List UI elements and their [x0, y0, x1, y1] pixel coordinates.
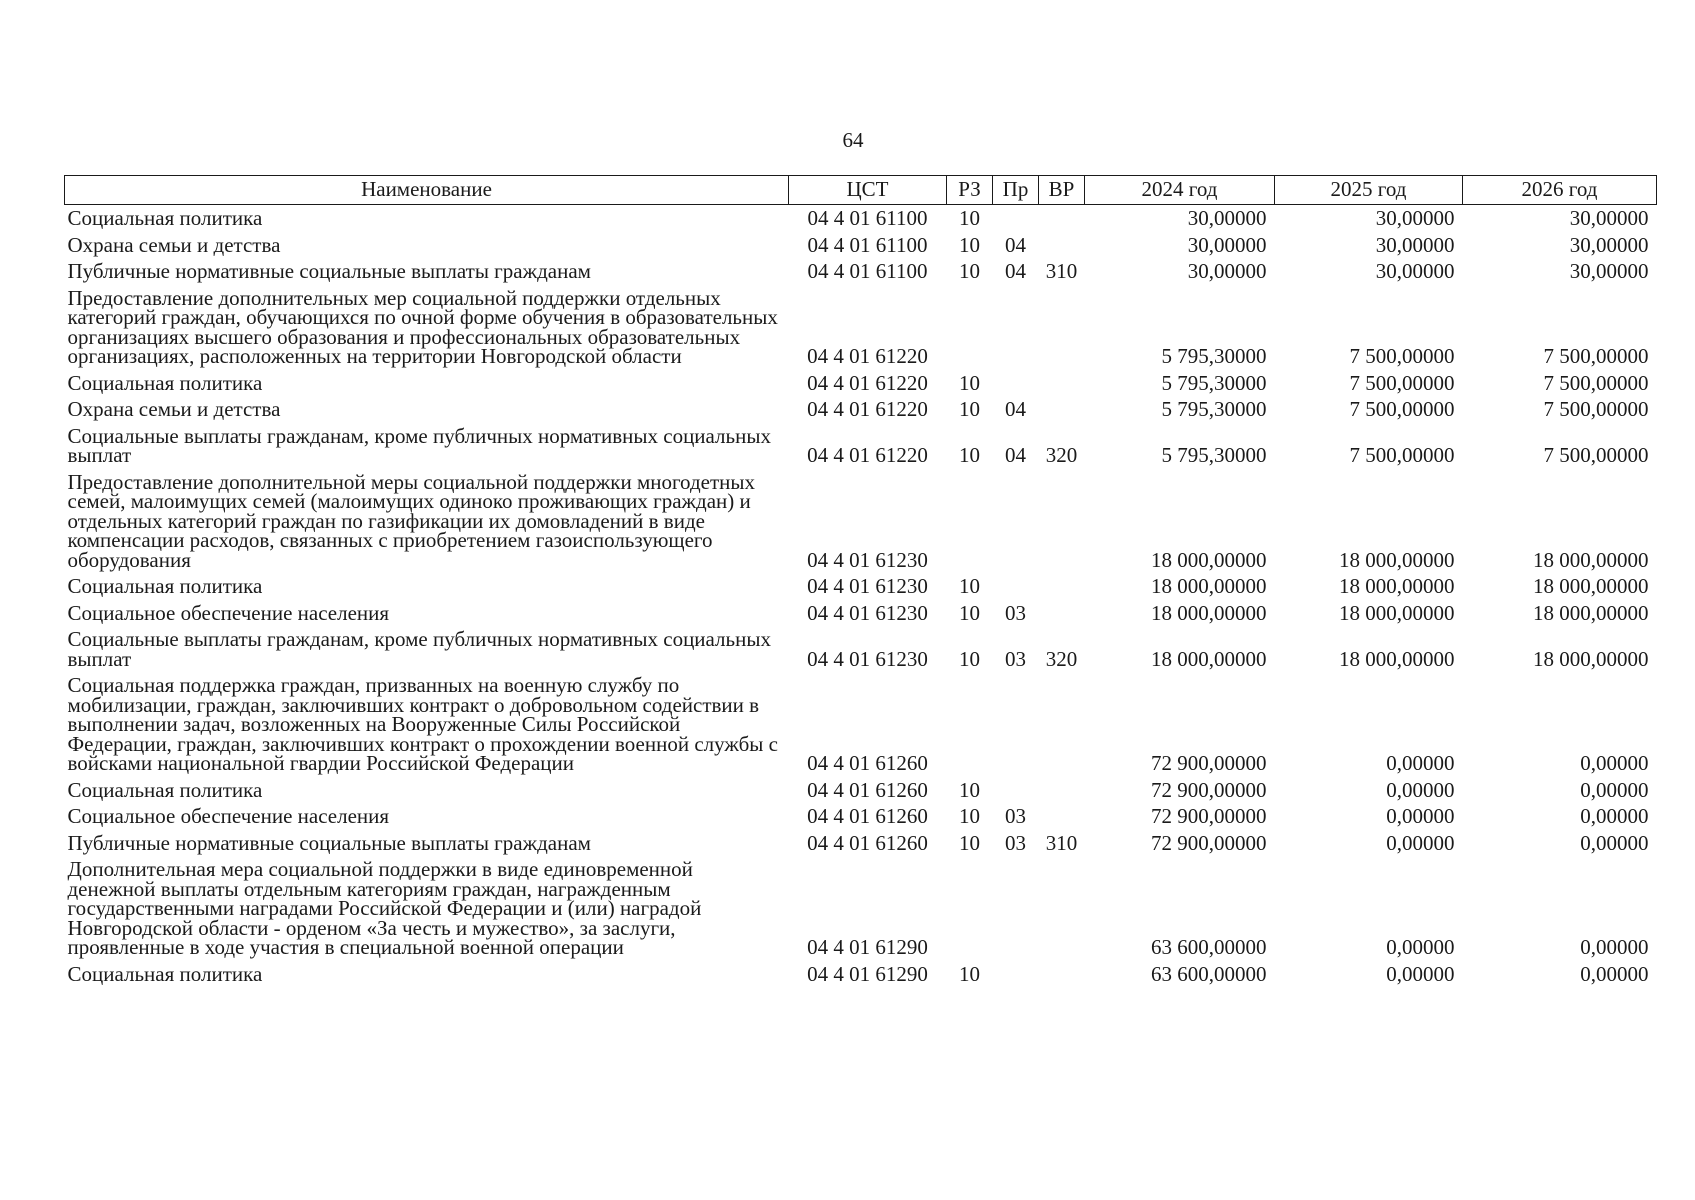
header-rz: РЗ — [947, 176, 993, 205]
cell-2026: 0,00000 — [1580, 777, 1649, 802]
table-row — [65, 600, 1657, 627]
cell-rz: 10 — [959, 397, 980, 421]
cell-pr: 04 — [1005, 232, 1026, 257]
cell-vr — [1039, 396, 1085, 423]
cell-cst: 04 4 01 61260 — [807, 830, 928, 855]
cell-pr — [993, 672, 1039, 777]
cell-2026: 18 000,00000 — [1533, 574, 1649, 598]
cell-rz: 10 — [959, 259, 980, 283]
cell-2024: 72 900,00000 — [1151, 777, 1267, 802]
cell-2025: 7 500,00000 — [1349, 397, 1455, 421]
cell-name: Дополнительная мера социальной поддержки в виде единовременной денежной выплаты отдельным категориям граждан, награжденным государственными наградами Российской Федерации и (или) наградой Новгородской области - орденом «За честь и мужество», за заслуги, проявленные в ходе участия в специальной военной операции — [67, 857, 702, 959]
cell-pr — [993, 573, 1039, 600]
cell-cst: 04 4 01 61220 — [807, 443, 928, 467]
cell-2026: 7 500,00000 — [1543, 397, 1649, 421]
cell-vr — [1039, 672, 1085, 777]
cell-cst: 04 4 01 61220 — [807, 344, 928, 368]
cell-cst: 04 4 01 61290 — [807, 961, 928, 986]
cell-name: Публичные нормативные социальные выплаты гражданам — [67, 259, 591, 283]
cell-2026: 30,00000 — [1569, 206, 1649, 230]
cell-2026: 30,00000 — [1569, 232, 1649, 257]
cell-2025: 7 500,00000 — [1349, 443, 1455, 467]
cell-2025: 30,00000 — [1375, 259, 1455, 283]
cell-vr — [1039, 573, 1085, 600]
cell-pr: 03 — [1005, 830, 1026, 855]
cell-2024: 30,00000 — [1187, 206, 1267, 230]
header-pr: Пр — [993, 176, 1039, 205]
cell-rz — [947, 285, 993, 370]
cell-2024: 63 600,00000 — [1151, 935, 1267, 959]
cell-vr — [1039, 803, 1085, 830]
cell-rz: 10 — [959, 232, 980, 257]
table-header-row — [65, 176, 1657, 205]
cell-2024: 18 000,00000 — [1151, 646, 1267, 671]
cell-2025: 18 000,00000 — [1339, 646, 1455, 671]
budget-table — [64, 175, 1657, 987]
cell-2026: 7 500,00000 — [1543, 344, 1649, 368]
cell-name: Социальные выплаты гражданам, кроме публичных нормативных социальных выплат — [67, 627, 771, 671]
cell-name: Социальная политика — [67, 370, 263, 395]
cell-2024: 5 795,30000 — [1161, 443, 1267, 467]
header-2025: 2025 год — [1275, 176, 1463, 205]
cell-2026: 18 000,00000 — [1533, 600, 1649, 625]
cell-rz: 10 — [959, 206, 980, 230]
cell-cst: 04 4 01 61230 — [807, 600, 928, 625]
cell-2026: 7 500,00000 — [1543, 443, 1649, 467]
table-body — [65, 205, 1657, 988]
cell-2025: 0,00000 — [1386, 961, 1455, 986]
cell-vr — [1039, 856, 1085, 961]
cell-2024: 5 795,30000 — [1161, 370, 1267, 395]
cell-name: Предоставление дополнительных мер социальной поддержки отдельных категорий граждан, обучающихся по очной форме обучения в образовательных организациях высшего образования и профессиональных образовательных организациях, расположенных на территории Новгородской области — [67, 285, 778, 368]
cell-2025: 7 500,00000 — [1349, 370, 1455, 395]
cell-2026: 0,00000 — [1580, 935, 1649, 959]
cell-rz — [947, 672, 993, 777]
cell-name: Социальная поддержка граждан, призванных на военную службу по мобилизации, граждан, заключивших контракт о добровольном содействии в выполнении задач, возложенных на Вооруженные Силы Российской Федерации, граждан, заключивших контракт о прохождении военной службы с войсками национальной гвардии Российской Федерации — [67, 673, 778, 775]
cell-2025: 0,00000 — [1386, 751, 1455, 775]
cell-pr: 03 — [1005, 804, 1026, 828]
cell-name: Социальная политика — [67, 961, 263, 986]
cell-name: Охрана семьи и детства — [67, 232, 281, 257]
cell-pr: 04 — [1005, 259, 1026, 283]
cell-pr: 04 — [1005, 443, 1026, 467]
header-2026: 2026 год — [1463, 176, 1657, 205]
table-row — [65, 672, 1657, 777]
cell-vr: 320 — [1045, 646, 1078, 671]
cell-2026: 7 500,00000 — [1543, 370, 1649, 395]
cell-2025: 18 000,00000 — [1339, 547, 1455, 572]
cell-pr — [993, 961, 1039, 988]
cell-name: Социальная политика — [67, 777, 263, 802]
cell-cst: 04 4 01 61100 — [807, 259, 928, 283]
cell-name: Социальные выплаты гражданам, кроме публичных нормативных социальных выплат — [67, 423, 771, 467]
cell-vr — [1039, 232, 1085, 259]
cell-2025: 30,00000 — [1375, 232, 1455, 257]
table-row — [65, 803, 1657, 830]
cell-rz — [947, 856, 993, 961]
cell-cst: 04 4 01 61260 — [807, 777, 928, 802]
cell-rz: 10 — [959, 804, 980, 828]
cell-2024: 30,00000 — [1187, 259, 1267, 283]
header-2024: 2024 год — [1085, 176, 1275, 205]
cell-2024: 18 000,00000 — [1151, 547, 1267, 572]
cell-rz: 10 — [959, 370, 980, 395]
cell-name: Социальное обеспечение населения — [67, 600, 390, 625]
cell-2026: 0,00000 — [1580, 830, 1649, 855]
cell-vr — [1039, 370, 1085, 397]
cell-rz: 10 — [959, 777, 980, 802]
cell-pr — [993, 285, 1039, 370]
cell-2025: 30,00000 — [1375, 206, 1455, 230]
cell-2024: 72 900,00000 — [1151, 804, 1267, 828]
cell-vr — [1039, 469, 1085, 574]
cell-2024: 5 795,30000 — [1161, 397, 1267, 421]
cell-vr: 310 — [1045, 259, 1078, 283]
cell-name: Социальная политика — [67, 206, 263, 230]
cell-2024: 63 600,00000 — [1151, 961, 1267, 986]
cell-rz: 10 — [959, 646, 980, 671]
cell-2024: 18 000,00000 — [1151, 600, 1267, 625]
table-row — [65, 573, 1657, 600]
cell-vr — [1039, 600, 1085, 627]
cell-pr — [993, 469, 1039, 574]
cell-cst: 04 4 01 61220 — [807, 370, 928, 395]
table-row — [65, 370, 1657, 397]
table-row — [65, 777, 1657, 804]
cell-name: Охрана семьи и детства — [67, 397, 281, 421]
cell-pr — [993, 777, 1039, 804]
cell-2025: 18 000,00000 — [1339, 600, 1455, 625]
cell-cst: 04 4 01 61100 — [807, 206, 928, 230]
cell-vr: 320 — [1045, 443, 1078, 467]
cell-2026: 0,00000 — [1580, 751, 1649, 775]
table-row — [65, 232, 1657, 259]
cell-2024: 30,00000 — [1187, 232, 1267, 257]
cell-rz: 10 — [959, 574, 980, 598]
cell-2025: 0,00000 — [1386, 935, 1455, 959]
cell-pr: 04 — [1005, 397, 1026, 421]
cell-pr — [993, 370, 1039, 397]
cell-vr — [1039, 285, 1085, 370]
header-cst: ЦСТ — [789, 176, 947, 205]
cell-vr: 310 — [1045, 830, 1078, 855]
cell-2026: 18 000,00000 — [1533, 547, 1649, 572]
cell-pr: 03 — [1005, 600, 1026, 625]
cell-2025: 7 500,00000 — [1349, 344, 1455, 368]
cell-name: Публичные нормативные социальные выплаты гражданам — [67, 830, 591, 855]
cell-2026: 0,00000 — [1580, 804, 1649, 828]
cell-2025: 0,00000 — [1386, 804, 1455, 828]
cell-cst: 04 4 01 61230 — [807, 547, 928, 572]
cell-2025: 0,00000 — [1386, 777, 1455, 802]
table-row — [65, 626, 1657, 672]
cell-cst: 04 4 01 61230 — [807, 646, 928, 671]
cell-cst: 04 4 01 61260 — [807, 751, 928, 775]
cell-pr — [993, 856, 1039, 961]
cell-name: Социальная политика — [67, 574, 263, 598]
header-vr: ВР — [1039, 176, 1085, 205]
cell-2024: 18 000,00000 — [1151, 574, 1267, 598]
cell-cst: 04 4 01 61260 — [807, 804, 928, 828]
cell-cst: 04 4 01 61290 — [807, 935, 928, 959]
cell-2026: 18 000,00000 — [1533, 646, 1649, 671]
table-row — [65, 258, 1657, 285]
cell-pr: 03 — [1005, 646, 1026, 671]
page-number: 64 — [842, 128, 864, 152]
cell-cst: 04 4 01 61100 — [807, 232, 928, 257]
cell-vr — [1039, 777, 1085, 804]
cell-2024: 72 900,00000 — [1151, 751, 1267, 775]
table-row — [65, 961, 1657, 988]
cell-rz: 10 — [959, 443, 980, 467]
cell-pr — [993, 205, 1039, 232]
header-name: Наименование — [65, 176, 789, 205]
cell-2024: 72 900,00000 — [1151, 830, 1267, 855]
table-row — [65, 856, 1657, 961]
cell-name: Социальное обеспечение населения — [67, 804, 390, 828]
cell-rz: 10 — [959, 600, 980, 625]
cell-2024: 5 795,30000 — [1161, 344, 1267, 368]
cell-2026: 30,00000 — [1569, 259, 1649, 283]
table-row — [65, 423, 1657, 469]
cell-name: Предоставление дополнительной меры социальной поддержки многодетных семей, малоимущих семей (малоимущих одиноко проживающих граждан) и отдельных категорий граждан по газификации их домовладений в виде компенсации расходов, связанных с приобретением газоиспользующего оборудования — [67, 469, 755, 572]
cell-cst: 04 4 01 61220 — [807, 397, 928, 421]
cell-cst: 04 4 01 61230 — [807, 574, 928, 598]
cell-2025: 18 000,00000 — [1339, 574, 1455, 598]
cell-rz — [947, 469, 993, 574]
table-row — [65, 830, 1657, 857]
cell-rz: 10 — [959, 961, 980, 986]
table-row — [65, 285, 1657, 370]
cell-rz: 10 — [959, 830, 980, 855]
table-row — [65, 469, 1657, 574]
cell-vr — [1039, 205, 1085, 232]
table-row — [65, 396, 1657, 423]
cell-vr — [1039, 961, 1085, 988]
cell-2025: 0,00000 — [1386, 830, 1455, 855]
cell-2026: 0,00000 — [1580, 961, 1649, 986]
table-row — [65, 205, 1657, 232]
